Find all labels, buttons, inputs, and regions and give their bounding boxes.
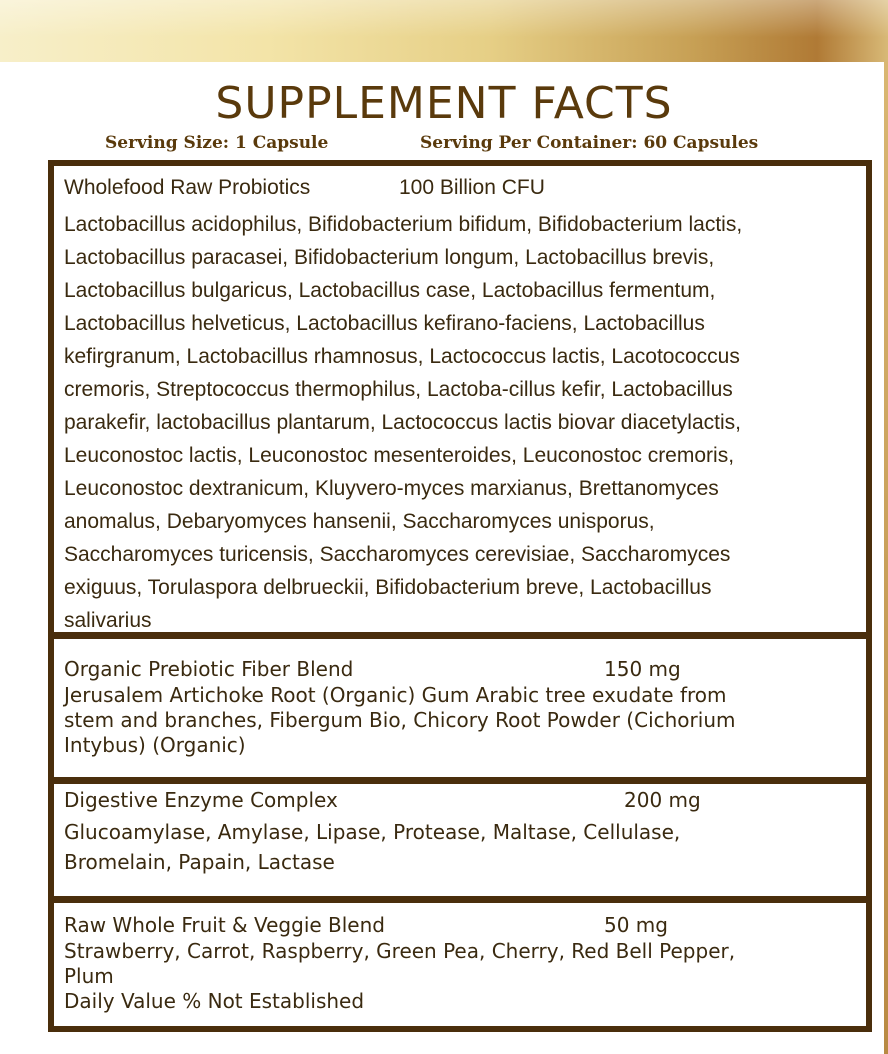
ingredient-line: Leuconostoc lactis, Leuconostoc mesenteroides, Leuconostoc cremoris, [64, 444, 735, 467]
gold-right-edge [884, 62, 888, 1054]
enzymes-name: Digestive Enzyme Complex [64, 788, 338, 812]
serving-size: Serving Size: 1 Capsule [105, 133, 329, 153]
ingredient-line: salivarius [64, 609, 152, 632]
ingredient-line: Lactobacillus paracasei, Bifidobacterium longum, Lactobacillus brevis, [64, 246, 715, 269]
ingredient-line: kefirgranum, Lactobacillus rhamnosus, Lactococcus lactis, Lacotococcus [64, 345, 740, 368]
probiotics-header [64, 174, 545, 202]
serving-per-container: Serving Per Container: 60 Capsules [420, 133, 759, 153]
fruit-veggie-name: Raw Whole Fruit & Veggie Blend [64, 913, 385, 937]
fruit-veggie-amount: 50 mg [604, 913, 668, 937]
ingredient-line: Bromelain, Papain, Lactase [64, 850, 335, 874]
ingredient-line: Lactobacillus helveticus, Lactobacillus kefirano-faciens, Lactobacillus [64, 312, 705, 335]
ingredient-line: Strawberry, Carrot, Raspberry, Green Pea, Cherry, Red Bell Pepper, [64, 939, 736, 963]
prebiotic-header [64, 657, 854, 682]
ingredient-line: parakefir, lactobacillus plantarum, Lactococcus lactis biovar diacetylactis, [64, 411, 741, 434]
prebiotic-amount: 150 mg [604, 657, 681, 681]
gold-header-band [0, 0, 888, 62]
ingredient-line: Glucoamylase, Amylase, Lipase, Protease, Maltase, Cellulase, [64, 820, 681, 844]
section-divider [48, 777, 872, 784]
daily-value-footnote: Daily Value % Not Established [64, 989, 365, 1013]
probiotics-amount: 100 Billion CFU [399, 176, 545, 199]
enzymes-header [64, 788, 854, 813]
ingredient-line: cremoris, Streptococcus thermophilus, Lactoba-cillus kefir, Lactobacillus [64, 378, 733, 401]
ingredient-line: Jerusalem Artichoke Root (Organic) Gum Arabic tree exudate from [64, 683, 727, 707]
probiotics-ingredients [64, 208, 854, 637]
ingredient-line: Intybus) (Organic) [64, 733, 246, 757]
ingredient-line: exiguus, Torulaspora delbrueckii, Bifidobacterium breve, Lactobacillus [64, 576, 712, 599]
section-divider [48, 896, 872, 903]
enzymes-amount: 200 mg [624, 788, 701, 812]
prebiotic-name: Organic Prebiotic Fiber Blend [64, 657, 354, 681]
ingredient-line: stem and branches, Fibergum Bio, Chicory Root Powder (Cichorium [64, 708, 736, 732]
ingredient-line: Saccharomyces turicensis, Saccharomyces cerevisiae, Saccharomyces [64, 543, 731, 566]
probiotics-name: Wholefood Raw Probiotics [64, 176, 311, 199]
ingredient-line: Lactobacillus bulgaricus, Lactobacillus case, Lactobacillus fermentum, [64, 279, 716, 302]
ingredient-line: Leuconostoc dextranicum, Kluyvero-myces marxianus, Brettanomyces [64, 477, 719, 500]
ingredient-line: Lactobacillus acidophilus, Bifidobacterium bifidum, Bifidobacterium lactis, [64, 213, 743, 236]
ingredient-line: Plum [64, 964, 114, 988]
fruit-veggie-header [64, 913, 854, 938]
page-title: SUPPLEMENT FACTS [215, 78, 673, 129]
prebiotic-ingredients [64, 683, 854, 758]
enzymes-ingredients [64, 817, 854, 877]
fruit-veggie-ingredients [64, 939, 854, 1014]
ingredient-line: anomalus, Debaryomyces hansenii, Saccharomyces unisporus, [64, 510, 655, 533]
